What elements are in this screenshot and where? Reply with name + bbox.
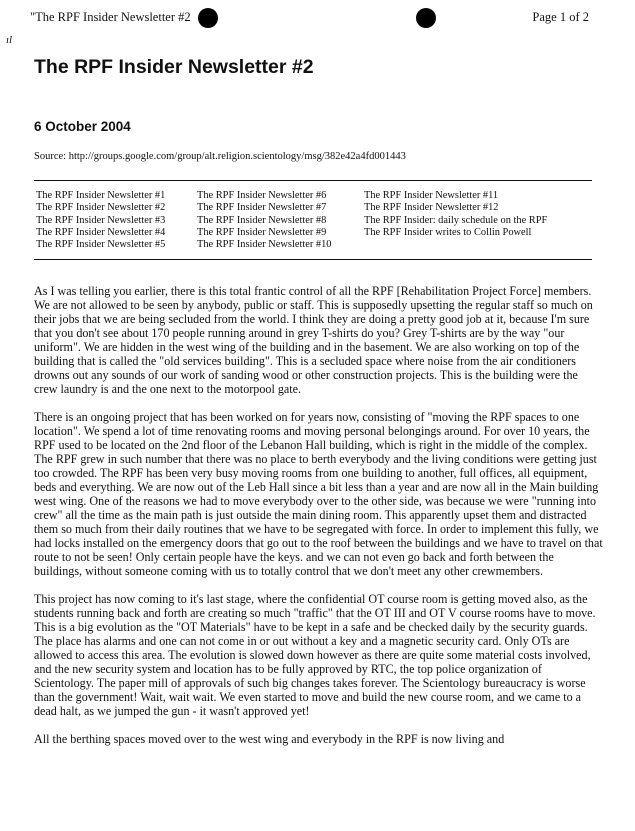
paragraph: As I was telling you earlier, there is this total frantic control of all the RPF [Rehabilitation Project Force] members. We are not allowed to be seen by anybody, public or staff. This is supposedly upsetting the regular staff so much on their jobs that we are being secluded from the world. I think they are doing a pretty good job at it, because I'm sure that you don't see about 170 people running around in grey T-shirts do you? Grey T-shirts are by the way "our uniform". We are hidden in the west wing of the building and in the basement. We are also working on top of the building that is called the "old services building". This is a secluded space where noise from the air conditioners drowns out any sounds of our work of sanding wood or other construction projects. This is the building were the crew laundry is and the one next to the motorpool gate. xyxy=(34,284,593,396)
index-link[interactable]: The RPF Insider Newsletter #3 xyxy=(36,214,166,226)
page-number: Page 1 of 2 xyxy=(532,10,589,24)
index-column xyxy=(36,190,197,251)
source-line: Source: http://groups.google.com/group/alt.religion.scientology/msg/382e42a4fd001443 xyxy=(34,151,406,162)
index-link[interactable]: The RPF Insider Newsletter #4 xyxy=(36,226,166,238)
index-column xyxy=(364,190,594,251)
index-link[interactable]: The RPF Insider Newsletter #5 xyxy=(36,239,166,251)
index-link[interactable]: The RPF Insider Newsletter #2 xyxy=(36,202,166,214)
divider-bottom xyxy=(34,259,592,260)
index-link[interactable]: The RPF Insider Newsletter #6 xyxy=(197,190,327,201)
page-title: The RPF Insider Newsletter #2 xyxy=(34,56,314,78)
article-body xyxy=(34,284,604,760)
punch-hole xyxy=(416,8,436,28)
paragraph: This project has now coming to it's last stage, where the confidential OT course room is getting moved also, as the students running back and forth are creating so much "traffic" that the OT III and OT V course rooms have to move. This is a big evolution as the "OT Materials" have to be kept in a safe and be checked daily by the security guards. The place has alarms and one can not come in or out without a key and a magnetic security card. Only OTs are allowed to access this area. The evolution is slowed down however as there are quite some material costs involved, and the new security system and location has to be fully approved by RTC, the top police organization of Scientology. The paper mill of approvals of such big changes takes forever. The Scientology bureaucracy is worse than the government! Wait, wait wait. We even started to move and build the new course room, and we came to a dead halt, as we jumped the gun - it wasn't approved yet! xyxy=(34,592,596,718)
newsletter-index xyxy=(36,190,594,251)
running-header-title: "The RPF Insider Newsletter #2 xyxy=(30,10,191,24)
index-link[interactable]: The RPF Insider Newsletter #11 xyxy=(364,190,499,201)
paragraph: All the berthing spaces moved over to the west wing and everybody in the RPF is now living and xyxy=(34,732,505,746)
index-column xyxy=(197,190,364,251)
index-link[interactable]: The RPF Insider writes to Collin Powell xyxy=(364,226,532,238)
punch-hole xyxy=(198,8,218,28)
paragraph: There is an ongoing project that has been worked on for years now, consisting of "moving the RPF spaces to one location". We spend a lot of time renovating rooms and moving personal belongings around. For over 10 years, the RPF used to be located on the 2nd floor of the Lebanon Hall building, which is right in the middle of the complex. The RPF grew in such number that there was no place to berth everybody and the living conditions were getting just too crowded. The RPF has been very busy moving rooms from one building to another, full offices, all equipment, beds and everything. We are now out of the Leb Hall since a bit less than a year and are now all in the Main building west wing. One of the reasons we had to move everybody over to the other side, was because we were "running into crew" all the time as the main path is just outside the main dining room. This apparently upset them and distracted them so much from their daily routines that we have to be segregated with force. In order to implement this fully, we had locks installed on the emergency doors that go out to the roof between the buildings and we have to travel on that route to not be seen! Only certain people have the keys. and we can not even go back and forth between the buildings, without someone coming with us to totally control that we don't meet any other crewmembers. xyxy=(34,410,603,578)
index-link[interactable]: The RPF Insider Newsletter #9 xyxy=(197,226,327,238)
index-link[interactable]: The RPF Insider Newsletter #1 xyxy=(36,190,166,201)
index-link[interactable]: The RPF Insider Newsletter #12 xyxy=(364,202,499,214)
scan-mark: ıl xyxy=(6,34,13,46)
index-link[interactable]: The RPF Insider Newsletter #7 xyxy=(197,202,327,214)
publication-date: 6 October 2004 xyxy=(34,119,131,134)
index-link[interactable]: The RPF Insider Newsletter #10 xyxy=(197,239,332,251)
index-link[interactable]: The RPF Insider: daily schedule on the RPF xyxy=(364,214,548,226)
divider-top xyxy=(34,180,592,181)
index-link[interactable]: The RPF Insider Newsletter #8 xyxy=(197,214,327,226)
